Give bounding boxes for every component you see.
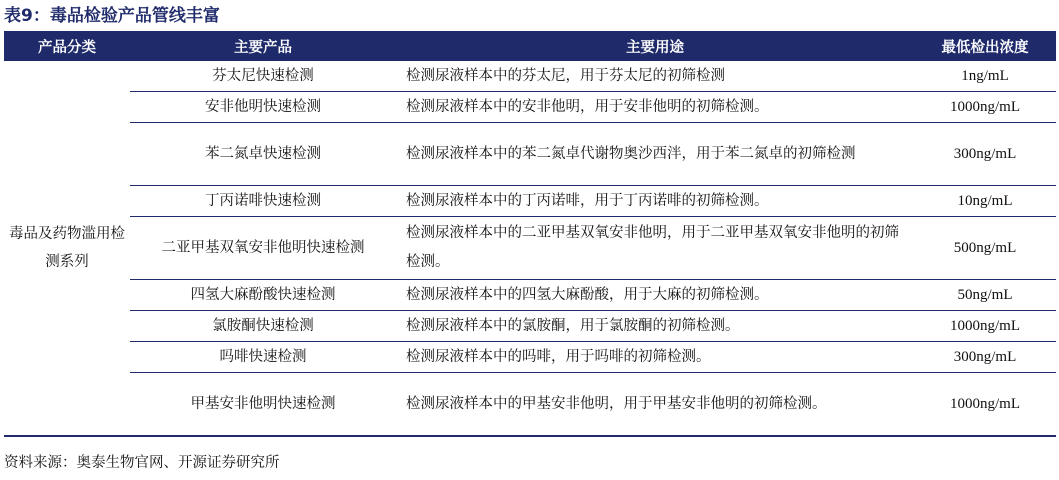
concentration-cell: 10ng/mL <box>914 186 1056 217</box>
product-table <box>4 31 1056 437</box>
product-cell: 丁丙诺啡快速检测 <box>130 186 396 217</box>
usage-cell: 检测尿液样本中的二亚甲基双氧安非他明，用于二亚甲基双氧安非他明的初筛检测。 <box>396 217 914 280</box>
concentration-cell: 1ng/mL <box>914 61 1056 92</box>
concentration-cell: 1000ng/mL <box>914 92 1056 123</box>
concentration-cell: 300ng/mL <box>914 342 1056 373</box>
product-cell: 甲基安非他明快速检测 <box>130 373 396 437</box>
product-cell: 二亚甲基双氧安非他明快速检测 <box>130 217 396 280</box>
concentration-cell: 50ng/mL <box>914 280 1056 311</box>
concentration-cell: 500ng/mL <box>914 217 1056 280</box>
header-concentration: 最低检出浓度 <box>914 31 1056 61</box>
concentration-cell: 300ng/mL <box>914 123 1056 186</box>
table-row <box>4 61 1056 92</box>
header-product: 主要产品 <box>130 31 396 61</box>
concentration-cell: 1000ng/mL <box>914 373 1056 437</box>
table-row <box>4 342 1056 373</box>
table-row <box>4 280 1056 311</box>
header-row <box>4 31 1056 61</box>
usage-cell: 检测尿液样本中的丁丙诺啡，用于丁丙诺啡的初筛检测。 <box>396 186 914 217</box>
usage-cell: 检测尿液样本中的吗啡，用于吗啡的初筛检测。 <box>396 342 914 373</box>
table-row <box>4 123 1056 186</box>
product-cell: 四氢大麻酚酸快速检测 <box>130 280 396 311</box>
table-row <box>4 373 1056 437</box>
concentration-cell: 1000ng/mL <box>914 311 1056 342</box>
usage-cell: 检测尿液样本中的安非他明，用于安非他明的初筛检测。 <box>396 92 914 123</box>
usage-cell: 检测尿液样本中的苯二氮卓代谢物奥沙西泮，用于苯二氮卓的初筛检测 <box>396 123 914 186</box>
product-cell: 吗啡快速检测 <box>130 342 396 373</box>
usage-cell: 检测尿液样本中的四氢大麻酚酸，用于大麻的初筛检测。 <box>396 280 914 311</box>
usage-cell: 检测尿液样本中的甲基安非他明，用于甲基安非他明的初筛检测。 <box>396 373 914 437</box>
header-usage: 主要用途 <box>396 31 914 61</box>
source-note: 资料来源：奥泰生物官网、开源证券研究所 <box>4 455 280 471</box>
usage-cell: 检测尿液样本中的芬太尼，用于芬太尼的初筛检测 <box>396 61 914 92</box>
category-cell: 毒品及药物滥用检测系列 <box>4 61 130 436</box>
table-title: 表9：毒品检验产品管线丰富 <box>4 6 220 26</box>
usage-cell: 检测尿液样本中的氯胺酮，用于氯胺酮的初筛检测。 <box>396 311 914 342</box>
product-cell: 芬太尼快速检测 <box>130 61 396 92</box>
header-category: 产品分类 <box>4 31 130 61</box>
table-row <box>4 186 1056 217</box>
table-row <box>4 217 1056 280</box>
product-cell: 氯胺酮快速检测 <box>130 311 396 342</box>
product-cell: 安非他明快速检测 <box>130 92 396 123</box>
product-cell: 苯二氮卓快速检测 <box>130 123 396 186</box>
table-row <box>4 92 1056 123</box>
table-row <box>4 311 1056 342</box>
